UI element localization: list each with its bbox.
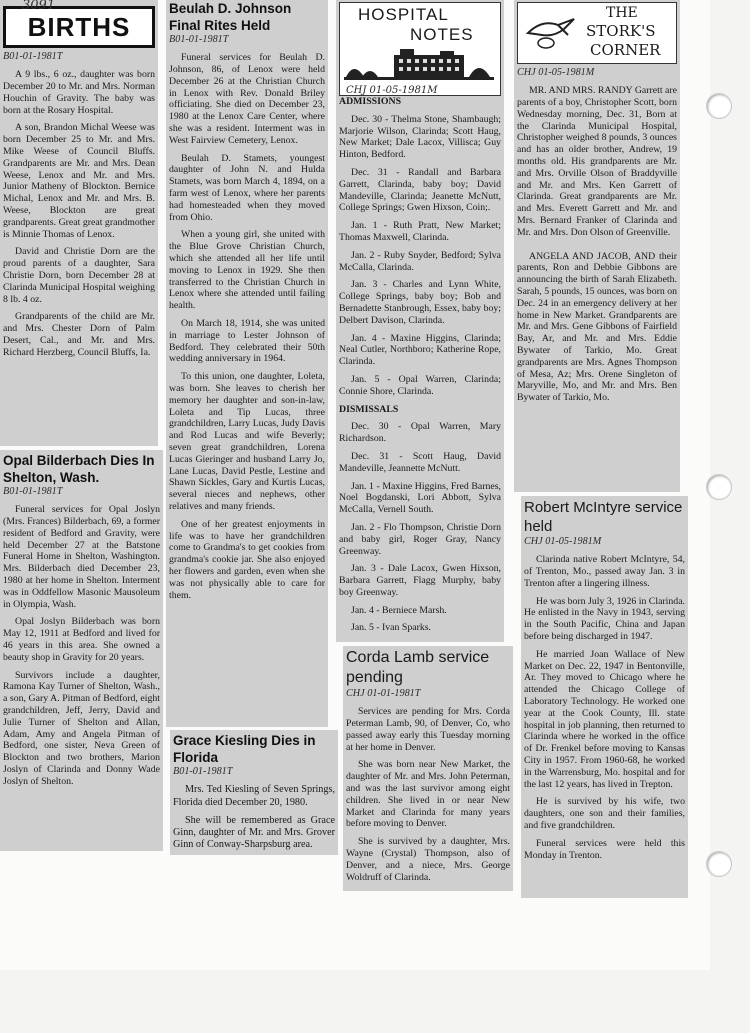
hospital-handwritten-note: CHJ 01-05-1981M — [346, 85, 438, 96]
mcintyre-paragraph: He is survived by his wife, two daughters, one son and their families, and five grandchildren. — [524, 796, 685, 832]
mcintyre-title: Robert McIntyre service held — [524, 499, 683, 535]
admission-entry: Jan. 4 - Maxine Higgins, Clarinda; Neal Cutler, Northboro; Katherine Rope, Clarinda. — [339, 332, 501, 368]
storks-title-line3: CORNER — [590, 41, 661, 59]
admission-entry: Jan. 2 - Ruby Snyder, Bedford; Sylva McCalla, Clarinda. — [339, 249, 501, 273]
bilderbach-obituary — [0, 450, 163, 851]
dismissal-entry: Jan. 5 - Ivan Sparks. — [351, 622, 431, 634]
storks-paragraph: MR. AND MRS. RANDY Garrett are parents of a boy, Christopher Scott, born Wednesday morning, Dec. 31, Born at the Clarinda Municipal Hospital, Christopher weighed 8 pounds, 3 ounces and has an older brother, Andrew, 19 months old. His grandparents are Mr. and Mrs. Orville Olson of Braddyville and Mr. and Mrs. Ken Garrett of Clarinda. Great grandparents are Mr. and Mrs. Everett Garrett and Mr. and Mrs. Bernard Franker of Clarinda and Mr. and Mrs. Don Olson of Greenville. — [517, 85, 677, 238]
johnson-paragraph: One of her greatest enjoyments in life was to have her grandchildren come to Grandma's to get cookies from grandma's cookie jar. She also enjoyed her flowers and garden, even when she was not physically able to care for them. — [169, 518, 325, 601]
binder-hole-bottom — [706, 851, 732, 877]
stork-icon — [524, 13, 578, 51]
hospital-notes-clipping — [336, 0, 504, 642]
births-paragraph: A 9 lbs., 6 oz., daughter was born December 20 to Mr. and Mrs. Norman Houchin of Gravity. The baby was born at the Rosary Hospital. — [3, 69, 155, 116]
births-title: BIRTHS — [27, 11, 131, 42]
births-clipping — [0, 0, 158, 446]
admission-entry: Jan. 3 - Charles and Lynn White, College Springs, baby boy; Bob and Bernadette Stanbrough, Essex, baby boy; Delbert Davison, Clarinda. — [339, 279, 501, 326]
hospital-header — [339, 2, 501, 96]
mcintyre-obituary — [521, 496, 688, 898]
mcintyre-handwritten-note: CHJ 01-05-1981M — [524, 536, 602, 547]
admission-entry: Jan. 1 - Ruth Pratt, New Market; Thomas Maxwell, Clarinda. — [339, 220, 501, 243]
storks-corner-clipping — [514, 0, 680, 492]
johnson-paragraph: To this union, one daughter, Loleta, was born. She leaves to cherish her memory her daughter and son-in-law, Loleta and Tip Lucas, three grandchildren, Larry Lucas, Judy Davis and Rod Lucas and wife Beverly; seven great grandchildren, Lorena Lucas Gieringer and husband Larry Jo, Lane Lucas, David Pestle, Lestine and Shawn Sickles, Gary and Kurtis Lucas, several nieces and nephews, other relatives and many friends. — [169, 371, 325, 512]
dismissals-heading: DISMISSALS — [339, 403, 399, 415]
storks-corner-header — [517, 2, 677, 64]
dismissal-entry: Jan. 2 - Flo Thompson, Christie Dorn and baby girl, Roger Gray, Nancy Greenway. — [339, 521, 501, 557]
births-paragraph: Grandparents of the child are Mr. and Mrs. Chester Dorn of Palm Desert, Cal., and Mr. and Mrs. Richard Herzberg, Council Bluffs, Ia. — [3, 311, 155, 358]
johnson-title: Beulah D. Johnson Final Rites Held — [169, 1, 292, 33]
lamb-paragraph: She is survived by a daughter, Mrs. Wayne (Crystal) Thompson, also of Denver, and a niece, Mrs. George Woldruff of Clarinda. — [346, 836, 510, 883]
johnson-paragraph: Beulah D. Stamets, youngest daughter of John N. and Hulda Stamets, was born March 4, 1894, on a farm west of Lenox, where her parents had homesteaded when they moved from Ohio. — [169, 152, 325, 223]
hospital-title-line1: HOSPITAL — [358, 5, 449, 24]
births-paragraph: A son, Brandon Michal Weese was born December 25 to Mr. and Mrs. Mike Weese of Council Bluffs. Grandparents are Mr. and Mrs. Dean Weese, Lenox and Mr. and Mrs. Junior Matheny of Blockton. Bernice Michal, Lenox and Mr. and Mrs. B. Weese, Blockton are great grandparents. Great great grandmother is Minnie Thomas of Lenox. — [3, 122, 155, 240]
kiesling-handwritten-note: B01-01-1981T — [173, 766, 233, 777]
storks-handwritten-note: CHJ 01-05-1981M — [517, 67, 595, 78]
dismissal-entry: Jan. 4 - Berniece Marsh. — [351, 604, 447, 616]
lamb-handwritten-note: CHJ 01-01-1981T — [346, 688, 421, 699]
hospital-building-illustration — [344, 47, 494, 87]
bilderbach-paragraph: Survivors include a daughter, Ramona Kay Turner of Shelton, Wash., a son, Gary A. Pitman of Bedford, eight grandchildren, Jeff, Jerry, David and Julie Turner of Shelton and Allan, Adam, Amy and Angela Pitman of Bedford, one sister, Neva Green of Blockton and two brothers, Marion Joslyn of Clarinda and Donny Wade Joslyn of Shelton. — [3, 669, 160, 787]
bilderbach-title: Opal Bilderbach Dies In Shelton, Wash. — [3, 453, 155, 485]
admission-entry: Dec. 31 - Randall and Barbara Garrett, Clarinda, baby boy; David Mandeville, Clarinda; Jeanette McNutt, College Springs; Gwen Hixson, Coin;. — [339, 166, 501, 214]
storks-title-line1: THE — [606, 5, 638, 21]
mcintyre-paragraph: He was born July 3, 1926 in Clarinda. He enlisted in the Navy in 1943, serving in the South Pacific, China and Japan before being discharged in 1947. — [524, 595, 685, 643]
binder-hole-top — [706, 93, 732, 119]
johnson-paragraph: On March 18, 1914, she was united in marriage to Lester Johnson of Bedford. They celebrated their 50th wedding anniversary in 1964. — [169, 318, 325, 365]
births-label: 3091 — [22, 0, 56, 13]
lamb-obituary — [343, 646, 513, 891]
bilderbach-paragraph: Opal Joslyn Bilderbach was born May 12, 1911 at Bedford and lived for 46 years in this area. She owned a beauty shop in Gravity for 20 years. — [3, 616, 160, 663]
admission-entry: Dec. 30 - Thelma Stone, Shambaugh; Marjorie Wilson, Clarinda; Scott Haug, New Market; Dale Lacox, Villisca; Guy Hinton, Bedford. — [339, 113, 501, 161]
dismissal-entry: Jan. 1 - Maxine Higgins, Fred Barnes, Noel Bogdanski, Lori Abbott, Sylva McCalla, Vernell South. — [339, 480, 501, 516]
mcintyre-paragraph: Clarinda native Robert McIntyre, 54, of Trenton, Mo., passed away Jan. 3 in Trenton after a lingering illness. — [524, 554, 685, 589]
kiesling-obituary — [170, 730, 338, 855]
kiesling-paragraph: Mrs. Ted Kiesling of Seven Springs, Florida died December 20, 1980. — [173, 784, 335, 808]
storks-paragraph: ANGELA AND JACOB, AND their parents, Ron and Debbie Gibbons are announcing the birth of Sarah Elizabeth. Sarah, 5 pounds, 15 ounces, was born on Dec. 24 in an emergency delivery at her home in New Market. Grandparents are Mr. and Mrs. Gene Gibbons of Fairfield Bay, Ar, and Mr. and Mrs. Eddie Bywater of Tarkio, Mo. Great grandparents are Mrs. Agnes Thompson of Mesa, Az; Mrs. Orene Singleton of Maryville, Mo, and Mr. and Mrs. Ben Bywater of Tarkio, Mo. — [517, 250, 677, 404]
admission-entry: Jan. 5 - Opal Warren, Clarinda; Connie Shore, Clarinda. — [339, 373, 501, 397]
johnson-obituary — [166, 0, 328, 727]
johnson-paragraph: When a young girl, she united with the Blue Grove Christian Church, which she attended all her life until moving to Lenox in 1929. She then transferred to the Christian Church in Lenox where she attended until failing health. — [169, 229, 325, 312]
mcintyre-paragraph: Funeral services were held this Monday in Trenton. — [524, 837, 685, 861]
dismissal-entry: Dec. 31 - Scott Haug, David Mandeville, Jeannette McNutt. — [339, 450, 501, 474]
kiesling-paragraph: She will be remembered as Grace Ginn, daughter of Mr. and Mrs. Grover Ginn of Conway-Sharpsburg area. — [173, 814, 335, 851]
lamb-paragraph: Services are pending for Mrs. Corda Peterman Lamb, 90, of Denver, Co, who passed away early this Tuesday morning at her home in Denver. — [346, 706, 510, 753]
bilderbach-handwritten-note: B01-01-1981T — [3, 486, 63, 497]
johnson-paragraph: Funeral services for Beulah D. Johnson, 86, of Lenox were held December 26 at the Christian Church in Lenox with Rev. Donald Briley officiating. She died on December 23, 1980 at the Lenox Care Center, where she was a resident. Interment was in West Fairview Cemetery, Lenox. — [169, 52, 325, 146]
dismissal-entry: Dec. 30 - Opal Warren, Mary Richardson. — [339, 421, 501, 445]
bilderbach-paragraph: Funeral services for Opal Joslyn (Mrs. Frances) Bilderbach, 69, a former resident of Bedford and Gravity, were held December 27 at the Batstone Funeral Home in Shelton, Washington. Mrs. Bilderbach died December 23, 1980 at her home in Shelton. Interment was in Oddfellow Masonic Mausoleum in Olympia, Wash. — [3, 504, 160, 610]
births-handwritten-note: B01-01-1981T — [3, 51, 63, 62]
binder-hole-middle — [706, 474, 732, 500]
admissions-heading: ADMISSIONS — [339, 96, 402, 107]
dismissal-entry: Jan. 3 - Dale Lacox, Gwen Hixson, Barbara Garrett, Flagg Murphy, baby boy Greenway. — [339, 563, 501, 598]
kiesling-title: Grace Kiesling Dies in Florida — [173, 733, 316, 765]
johnson-handwritten-note: B01-01-1981T — [169, 34, 229, 45]
births-paragraph: David and Christie Dorn are the proud parents of a daughter, Sara Christie Dorn, born December 28 at Clarinda Municipal Hospital weighing 8 lb. 4 oz. — [3, 246, 155, 305]
storks-title-line2: STORK'S — [586, 22, 656, 40]
mcintyre-paragraph: He married Joan Wallace of New Market on Dec. 22, 1947 in Bentonville, Ar. They moved to Chicago where he attended the Chicago College of Laboratory Technology. He worked one year at the Cook County, Ill. state hospital in job planning, then returned to Clarinda where he worked in the office of Dr. Frenkel before moving to Kansas City in 1957. From 1960-68, he worked in the Warrensburg, Mo. hospital and for the last 12 years, has lived in Trepton. — [524, 648, 685, 790]
hospital-title-line2: NOTES — [410, 25, 474, 44]
lamb-paragraph: She was born near New Market, the daughter of Mr. and Mrs. John Peterman, and was the last survivor among eight children. She lived in or near New Market and Clarinda for many years before moving to Denver. — [346, 759, 510, 830]
lamb-title: Corda Lamb service pending — [346, 649, 490, 686]
